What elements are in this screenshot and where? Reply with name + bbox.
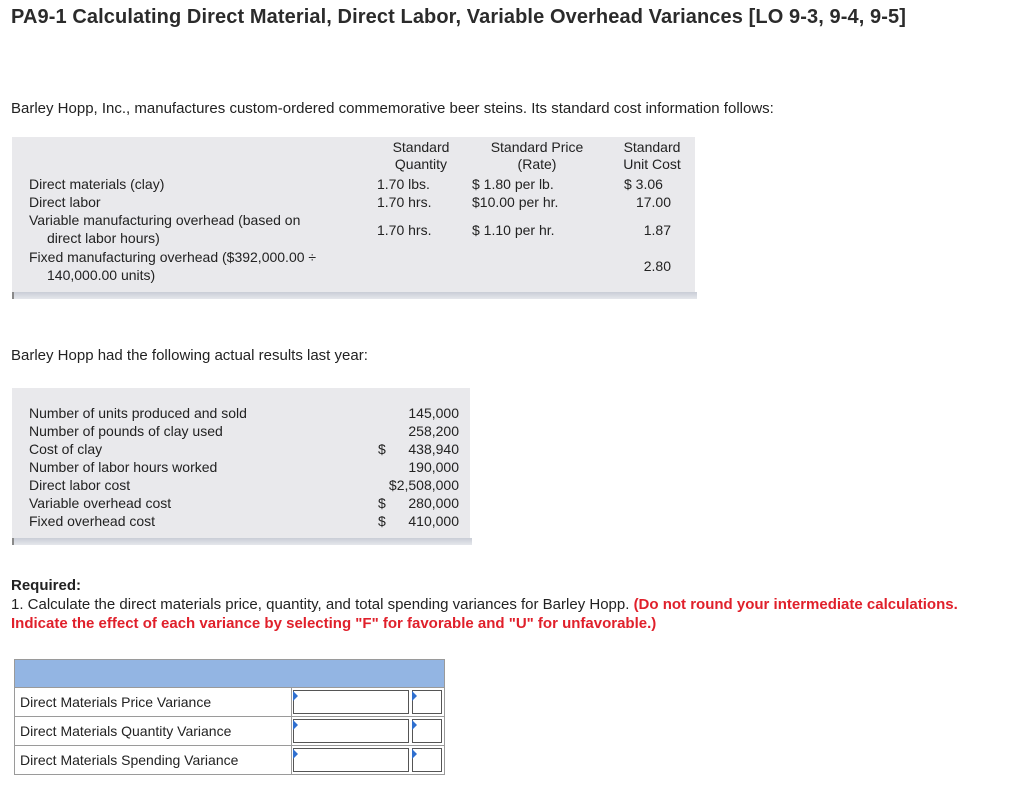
quantity-variance-fu-select[interactable] [412,719,442,743]
select-marker-icon [412,720,417,730]
cell-price: $10.00 per hr. [472,194,559,210]
spending-variance-fu-select[interactable] [412,748,442,772]
table-row [14,688,445,717]
table-bottom-bar [12,292,697,299]
row-label: Number of labor hours worked [29,459,218,475]
cell-unit-cost: 2.80 [643,258,671,274]
input-marker-icon [293,691,298,701]
row-value: 190,000 [408,459,459,475]
row-value: 145,000 [408,405,459,421]
table-row [29,440,459,458]
row-label: Fixed overhead cost [29,513,156,529]
required-section [11,576,1011,633]
row-value: 280,000 [408,495,459,511]
row-value: $2,508,000 [388,477,459,493]
quantity-variance-amount-input[interactable] [293,719,409,743]
required-heading: Required: [11,577,82,594]
table-row [29,422,459,440]
cell-unit-cost: 17.00 [635,194,671,210]
header-standard-quantity: Standard Quantity [392,139,450,172]
row-label-direct-materials: Direct materials (clay) [29,176,165,192]
variance-label: Direct Materials Quantity Variance [15,717,292,745]
price-variance-amount-input[interactable] [293,690,409,714]
dollar-sign: $ [378,495,386,511]
row-label: Variable overhead cost [29,495,172,511]
answer-table-header [14,659,445,688]
table-row [29,494,459,512]
header-standard-price: Standard Price (Rate) [490,139,584,172]
table-row [14,746,445,775]
header-standard-unit-cost: Standard Unit Cost [623,139,681,172]
table-row [29,404,459,422]
cell-qty: 1.70 lbs. [377,176,430,192]
row-label-direct-labor: Direct labor [29,194,101,210]
required-instruction: (Do not round your intermediate calculations. Indicate the effect of each variance by selecting "F" for favorable and "U" for unfavorable.) [11,596,958,632]
spending-variance-amount-input[interactable] [293,748,409,772]
table-row [14,717,445,746]
cell-price: $ 1.10 per hr. [472,222,555,238]
cell-unit-cost: $ 3.06 [624,176,663,192]
page-title: PA9-1 Calculating Direct Material, Direct Labor, Variable Overhead Variances [LO 9-3, 9-4, 9-5] [11,6,907,28]
row-value: 410,000 [408,513,459,529]
dollar-sign: $ [378,441,386,457]
table-row [29,458,459,476]
row-label-variable-overhead: Variable manufacturing overhead (based on direct labor hours) [29,212,301,246]
select-marker-icon [412,749,417,759]
cell-unit-cost: 1.87 [643,222,671,238]
cell-qty: 1.70 hrs. [377,222,432,238]
dollar-sign: $ [378,513,386,529]
table-row [29,512,459,530]
table-row [29,476,459,494]
row-value: 258,200 [408,423,459,439]
row-label: Direct labor cost [29,477,131,493]
required-question: 1. Calculate the direct materials price, quantity, and total spending variances for Barley Hopp. [11,596,630,613]
select-marker-icon [412,691,417,701]
price-variance-fu-select[interactable] [412,690,442,714]
cell-price: $ 1.80 per lb. [472,176,554,192]
cell-qty: 1.70 hrs. [377,194,432,210]
variance-label: Direct Materials Price Variance [15,688,292,716]
actual-results-intro: Barley Hopp had the following actual results last year: [11,347,368,364]
actual-results-table [12,388,470,548]
input-marker-icon [293,720,298,730]
row-label-fixed-overhead: Fixed manufacturing overhead ($392,000.00 ÷ 140,000.00 units) [29,249,317,283]
input-marker-icon [293,749,298,759]
row-label: Cost of clay [29,441,103,457]
table-bottom-bar [12,538,472,545]
intro-text: Barley Hopp, Inc., manufactures custom-ordered commemorative beer steins. Its standard cost information follows: [11,100,774,117]
row-label: Number of pounds of clay used [29,423,223,439]
variance-label: Direct Materials Spending Variance [15,746,292,774]
row-value: 438,940 [408,441,459,457]
standard-cost-table [12,137,695,299]
row-label: Number of units produced and sold [29,405,247,421]
answer-table [14,659,445,776]
